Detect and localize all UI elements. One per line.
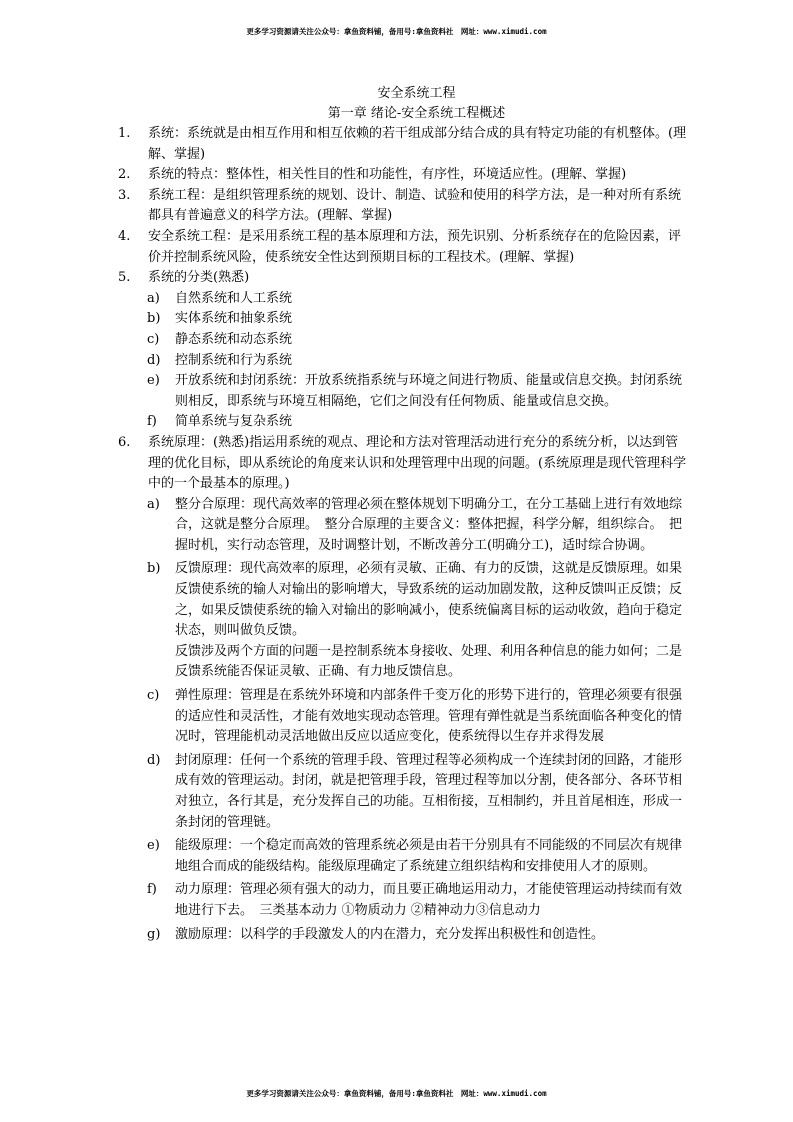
item-text: 控制系统和行为系统 bbox=[175, 352, 293, 368]
item-number: 4. bbox=[118, 228, 131, 244]
item-text: 系统的特点：整体性，相关性目的性和功能性，有序性，环境适应性。(理解、掌握) bbox=[148, 167, 627, 183]
item-text: 反馈原理：现代高效率的原理，必须有灵敏、正确、有力的反馈，这就是反馈原理。如果反馈使系统的输人对输出的影响增大，导致系统的运动加剧发散，这种反馈叫正反馈；反之，如果反馈使系统的输入对输出的影响减小，使系统偏离目标的运动收敛，趋向于稳定状态，则叫做负反馈。 bbox=[175, 561, 683, 639]
page-header: 更多学习资源请关注公众号：拿鱼资料铺，备用号:拿鱼资料社 网址：www.ximudi.com bbox=[246, 27, 547, 36]
item-letter: b) bbox=[147, 311, 161, 327]
list-item bbox=[0, 165, 793, 186]
sub-list-item bbox=[0, 880, 793, 921]
chapter-title: 第一章 绪论-安全系统工程概述 bbox=[327, 106, 506, 121]
item-letter: c) bbox=[147, 331, 160, 347]
sub-list-item bbox=[0, 371, 793, 412]
item-number: 3. bbox=[118, 187, 131, 203]
sub-list-item bbox=[0, 751, 793, 833]
item-text: 能级原理：一个稳定而高效的管理系统必须是由若干分别具有不同能级的不同层次有规律地组合而成的能级结构。能级原理确定了系统建立组织结构和安排使用人才的原则。 bbox=[175, 838, 683, 874]
item-text: 激励原理：以科学的手段激发人的内在潜力，充分发挥出积极性和创造性。 bbox=[175, 926, 605, 942]
sub-list-item bbox=[0, 559, 793, 683]
sub-list-item bbox=[0, 495, 793, 557]
document-body bbox=[0, 84, 793, 945]
item-number: 5. bbox=[118, 270, 131, 286]
sub-list-item bbox=[0, 686, 793, 748]
item-number: 6. bbox=[118, 434, 131, 450]
item-text: 动力原理：管理必须有强大的动力，而且要正确地运用动力，才能使管理运动持续而有效地进行下去。 三类基本动力 ①物质动力 ②精神动力③信息动力 bbox=[175, 882, 683, 918]
sub-list-item bbox=[0, 289, 793, 310]
item-text: 系统的分类(熟悉) bbox=[148, 270, 250, 286]
item-letter: d) bbox=[147, 352, 161, 368]
item-text: 开放系统和封闭系统：开放系统指系统与环境之间进行物质、能量或信息交换。封闭系统则相反，即系统与环境互相隔绝，它们之间没有任何物质、能量或信息交换。 bbox=[175, 373, 683, 409]
item-text: 系统工程：是组织管理系统的规划、设计、制造、试验和使用的科学方法，是一种对所有系统都具有普遍意义的科学方法。(理解、掌握) bbox=[148, 187, 682, 224]
list-item bbox=[0, 433, 793, 495]
list-item bbox=[0, 124, 793, 165]
item-number: 1. bbox=[118, 126, 131, 141]
item-letter: a) bbox=[147, 290, 160, 306]
sub-list-item bbox=[0, 330, 793, 351]
item-text: 弹性原理：管理是在系统外环境和内部条件千变万化的形势下进行的，管理必须要有很强的适应性和灵活性，才能有效地实现动态管理。管理有弹性就是当系统面临各种变化的情况时，管理能机动灵活地做出反应以适应变化，使系统得以生存并求得发展 bbox=[175, 688, 683, 745]
item-letter: g) bbox=[147, 926, 161, 942]
item-text: 静态系统和动态系统 bbox=[175, 331, 293, 347]
list-item bbox=[0, 227, 793, 268]
item-text: 实体系统和抽象系统 bbox=[175, 311, 293, 327]
sub-list-item bbox=[0, 351, 793, 372]
item-text: 简单系统与复杂系统 bbox=[175, 414, 293, 430]
item-letter: b) bbox=[147, 561, 161, 577]
item-letter: a) bbox=[147, 496, 160, 512]
item-text: 整分合原理：现代高效率的管理必须在整体规划下明确分工，在分工基础上进行有效地综合，这就是整分合原理。 整分合原理的主要含义：整体把握，科学分解，组织综合。 把握时机，实行动态管理，及时调整计划，不断改善分工(明确分工)，适时综合协调。 bbox=[175, 496, 683, 553]
sub-list-item bbox=[0, 925, 793, 946]
page-footer: 更多学习资源请关注公众号：拿鱼资料铺，备用号:拿鱼资料社 网址：www.ximudi.com bbox=[246, 1089, 547, 1098]
sub-list-item bbox=[0, 412, 793, 433]
item-text: 自然系统和人工系统 bbox=[175, 290, 293, 306]
item-text: 安全系统工程：是采用系统工程的基本原理和方法，预先识别、分析系统存在的危险因素，评价并控制系统风险，使系统安全性达到预期目标的工程技术。(理解、掌握) bbox=[148, 228, 682, 265]
item-extra-text: 反馈涉及两个方面的问题一是控制系统本身接收、处理、利用各种信息的能力如何；二是反馈系统能否保证灵敏、正确、有力地反馈信息。 bbox=[175, 643, 683, 680]
list-item bbox=[0, 268, 793, 289]
item-letter: d) bbox=[147, 752, 161, 768]
item-letter: e) bbox=[147, 838, 160, 854]
item-letter: c) bbox=[147, 688, 160, 704]
item-text: 系统：系统就是由相互作用和相互依赖的若干组成部分结合成的具有特定功能的有机整体。(理解、掌握) bbox=[148, 126, 687, 162]
item-letter: f) bbox=[147, 414, 157, 430]
item-letter: e) bbox=[147, 373, 160, 389]
list-item bbox=[0, 186, 793, 227]
item-letter: f) bbox=[147, 882, 157, 898]
sub-list-item bbox=[0, 836, 793, 877]
sub-list-item bbox=[0, 309, 793, 330]
item-text: 封闭原理：任何一个系统的管理手段、管理过程等必须构成一个连续封闭的回路，才能形成有效的管理运动。封闭，就是把管理手段，管理过程等加以分割，使各部分、各环节相对独立，各行其是，充分发挥自己的功能。互相衔接，互相制约，并且首尾相连，形成一条封闭的管理链。 bbox=[175, 752, 683, 830]
item-text: 系统原理：(熟悉)指运用系统的观点、理论和方法对管理活动进行充分的系统分析，以达到管理的优化目标，即从系统论的角度来认识和处理管理中出现的问题。(系统原理是现代管理科学中的一个最基本的原理。) bbox=[148, 434, 687, 492]
doc-title: 安全系统工程 bbox=[377, 86, 456, 101]
item-number: 2. bbox=[118, 167, 131, 183]
